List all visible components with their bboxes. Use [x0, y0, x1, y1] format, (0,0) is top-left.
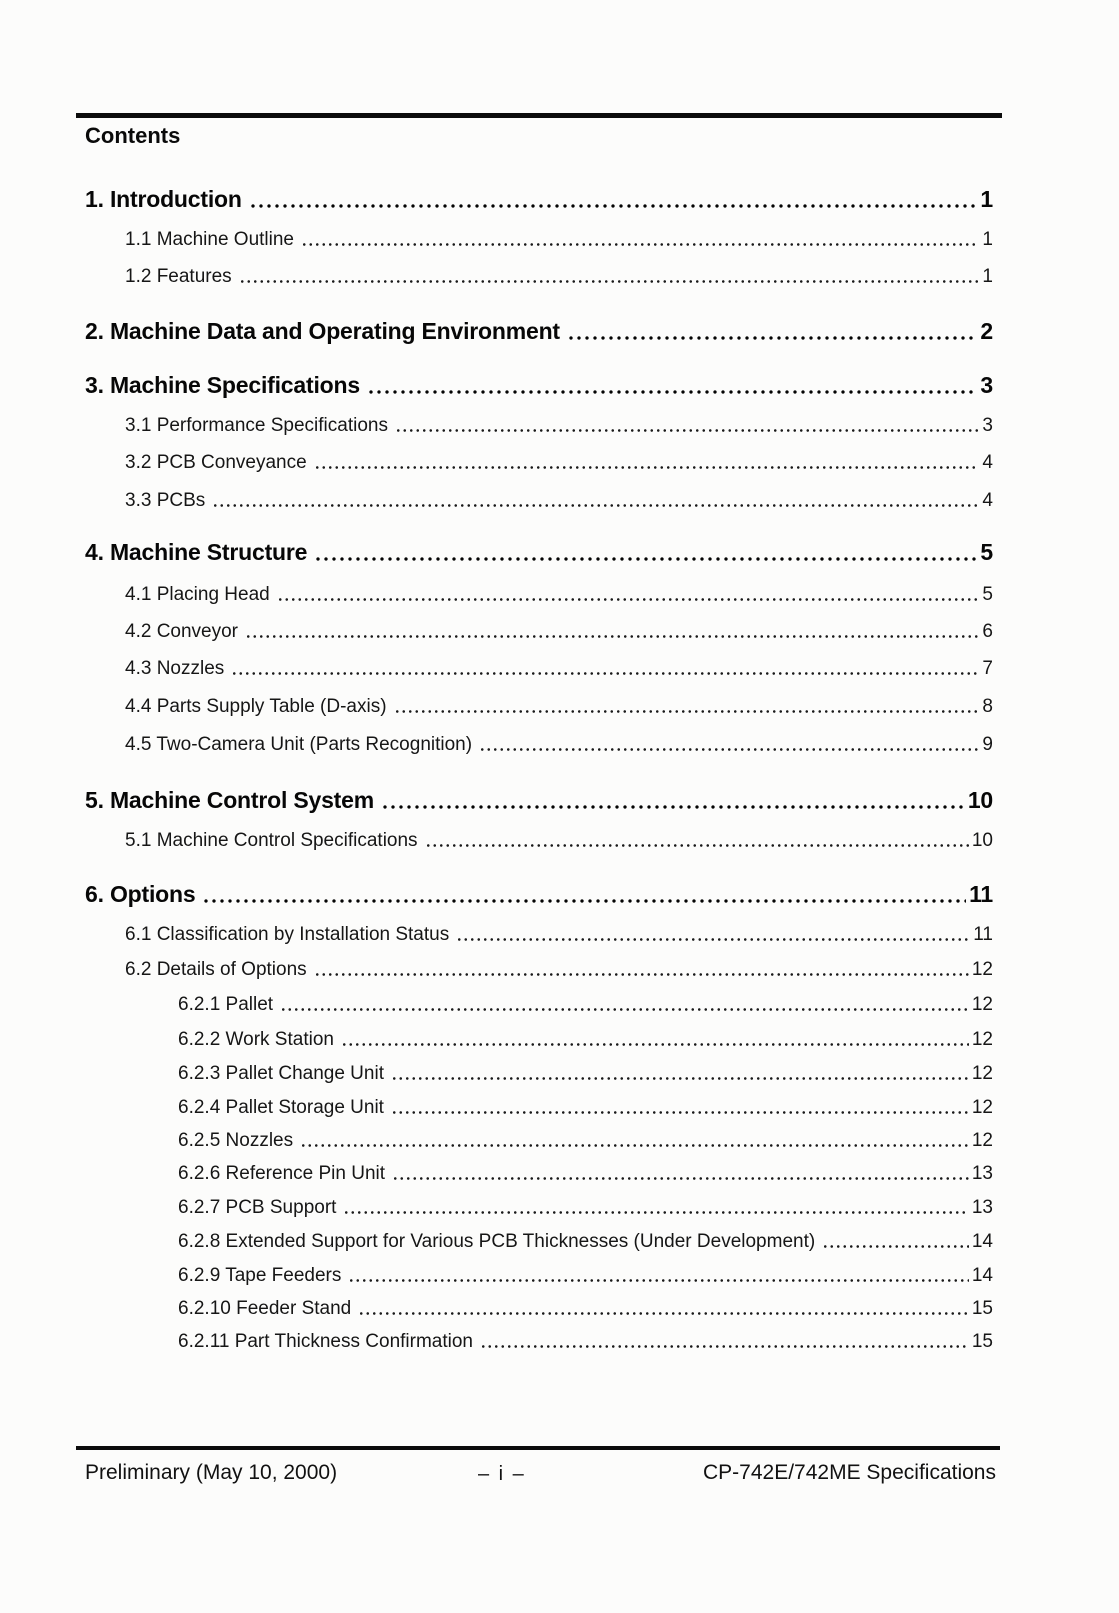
dotted-leader [341, 1041, 969, 1047]
toc-entry [125, 584, 993, 606]
toc-entry [178, 1197, 993, 1219]
footer-page-number: – i – [478, 1463, 526, 1485]
dotted-leader [358, 1310, 969, 1316]
toc-entry [178, 1163, 993, 1185]
toc-entry [85, 539, 993, 566]
dotted-leader [567, 334, 978, 341]
toc-entry-label: 6.2.1 Pallet [178, 994, 274, 1015]
toc-entry [125, 959, 993, 981]
toc-page-number: 4 [982, 452, 993, 473]
dotted-leader [348, 1277, 968, 1283]
toc-entry-label: 6.2.4 Pallet Storage Unit [178, 1097, 384, 1118]
footer-document-title: CP-742E/742ME Specifications [703, 1461, 996, 1484]
toc-page-number: 15 [971, 1331, 993, 1352]
toc-entry [125, 266, 993, 288]
dotted-leader [245, 633, 979, 639]
toc-page-number: 2 [980, 318, 993, 344]
toc-entry [178, 1130, 993, 1152]
toc-entry-label: 6.2 Details of Options [125, 959, 307, 980]
toc-page-number: 9 [982, 734, 993, 755]
dotted-leader [231, 670, 979, 676]
dotted-leader [301, 241, 979, 247]
toc-page-number: 1 [982, 266, 993, 287]
toc-entry-label: 2. Machine Data and Operating Environment [85, 318, 560, 344]
toc-entry [125, 696, 993, 718]
toc-entry-label: 4. Machine Structure [85, 539, 308, 565]
toc-page-number: 10 [971, 830, 993, 851]
toc-page-number: 12 [971, 959, 993, 980]
toc-entry-label: 4.4 Parts Supply Table (D-axis) [125, 696, 387, 717]
toc-entry-label: 4.3 Nozzles [125, 658, 225, 679]
dotted-leader [394, 708, 980, 714]
dotted-leader [367, 388, 977, 395]
toc-page-number: 13 [971, 1197, 993, 1218]
toc-entry [85, 881, 993, 908]
toc-entry-label: 4.5 Two-Camera Unit (Parts Recognition) [125, 734, 473, 755]
toc-page-number: 6 [982, 621, 993, 642]
dotted-leader [425, 842, 969, 848]
dotted-leader [391, 1109, 969, 1115]
dotted-leader [392, 1175, 969, 1181]
dotted-leader [314, 555, 977, 562]
toc-page-number: 14 [971, 1265, 993, 1286]
toc-page-number: 15 [971, 1298, 993, 1319]
toc-entry [178, 1063, 993, 1085]
toc-page-number: 12 [971, 1097, 993, 1118]
toc-entry [178, 1265, 993, 1287]
toc-page-number: 3 [982, 415, 993, 436]
dotted-leader [280, 1006, 969, 1012]
toc-entry-label: 3.1 Performance Specifications [125, 415, 388, 436]
toc-page-number: 12 [971, 1063, 993, 1084]
toc-entry-label: 6.2.7 PCB Support [178, 1197, 337, 1218]
toc-entry-label: 6.1 Classification by Installation Status [125, 924, 450, 945]
toc-entry [178, 1331, 993, 1353]
dotted-leader [249, 202, 978, 209]
toc-entry [125, 621, 993, 643]
toc-entry [85, 787, 993, 814]
dotted-leader [314, 464, 980, 470]
toc-page-number: 1 [982, 229, 993, 250]
dotted-leader [391, 1075, 969, 1081]
dotted-leader [212, 502, 979, 508]
toc-entry-label: 6.2.8 Extended Support for Various PCB Thicknesses (Under Development) [178, 1231, 816, 1252]
toc-page-number: 13 [971, 1163, 993, 1184]
toc-entry-label: 3.2 PCB Conveyance [125, 452, 307, 473]
toc-entry-label: 3.3 PCBs [125, 490, 206, 511]
dotted-leader [277, 596, 980, 602]
bottom-rule [76, 1446, 1000, 1450]
top-rule [76, 113, 1002, 118]
toc-entry [125, 229, 993, 251]
toc-entry [178, 1231, 993, 1253]
dotted-leader [300, 1142, 969, 1148]
dotted-leader [343, 1209, 968, 1215]
toc-entry-label: 3. Machine Specifications [85, 372, 360, 398]
toc-entry [125, 830, 993, 852]
toc-entry [178, 1029, 993, 1051]
toc-entry-label: 6.2.9 Tape Feeders [178, 1265, 342, 1286]
toc-page-number: 11 [969, 881, 993, 907]
toc-entry-label: 5.1 Machine Control Specifications [125, 830, 418, 851]
toc-page-number: 7 [982, 658, 993, 679]
toc-entry-label: 1. Introduction [85, 186, 242, 212]
toc-entry-label: 6.2.6 Reference Pin Unit [178, 1163, 386, 1184]
toc-entry [125, 924, 993, 946]
dotted-leader [202, 897, 966, 904]
toc-page-number: 4 [982, 490, 993, 511]
toc-page-number: 3 [980, 372, 993, 398]
dotted-leader [239, 278, 980, 284]
dotted-leader [314, 971, 969, 977]
toc-page-number: 8 [982, 696, 993, 717]
footer-document-status: Preliminary (May 10, 2000) [85, 1461, 338, 1484]
dotted-leader [381, 803, 965, 810]
toc-entry-label: 4.1 Placing Head [125, 584, 270, 605]
dotted-leader [395, 427, 979, 433]
toc-page-number: 14 [971, 1231, 993, 1252]
toc-page-number: 10 [967, 787, 993, 813]
toc-entry [85, 318, 993, 345]
dotted-leader [480, 1343, 969, 1349]
toc-entry-label: 6.2.11 Part Thickness Confirmation [178, 1331, 473, 1352]
toc-entry [125, 658, 993, 680]
toc-page-number: 1 [980, 186, 993, 212]
toc-entry [125, 490, 993, 512]
toc-entry [178, 994, 993, 1016]
toc-entry [85, 186, 993, 213]
toc-entry-label: 6.2.5 Nozzles [178, 1130, 294, 1151]
toc-entry-label: 5. Machine Control System [85, 787, 374, 813]
toc-entry-label: 6.2.10 Feeder Stand [178, 1298, 352, 1319]
dotted-leader [479, 746, 979, 752]
toc-entry [125, 734, 993, 756]
toc-page-number: 5 [980, 539, 993, 565]
toc-page-number: 12 [971, 1130, 993, 1151]
dotted-leader [822, 1243, 969, 1249]
toc-entry-label: 1.2 Features [125, 266, 232, 287]
toc-entry-label: 6. Options [85, 881, 196, 907]
toc-entry [125, 415, 993, 437]
toc-entry-label: 1.1 Machine Outline [125, 229, 294, 250]
toc-page-number: 11 [973, 924, 993, 945]
toc-entry-label: 6.2.3 Pallet Change Unit [178, 1063, 384, 1084]
toc-page-number: 12 [971, 994, 993, 1015]
toc-entry [125, 452, 993, 474]
toc-entry [85, 372, 993, 399]
page-title: Contents [85, 123, 181, 148]
toc-page-number: 12 [971, 1029, 993, 1050]
toc-page-number: 5 [982, 584, 993, 605]
toc-entry [178, 1298, 993, 1320]
dotted-leader [456, 936, 970, 942]
toc-entry [178, 1097, 993, 1119]
toc-entry-label: 6.2.2 Work Station [178, 1029, 334, 1050]
toc-entry-label: 4.2 Conveyor [125, 621, 239, 642]
